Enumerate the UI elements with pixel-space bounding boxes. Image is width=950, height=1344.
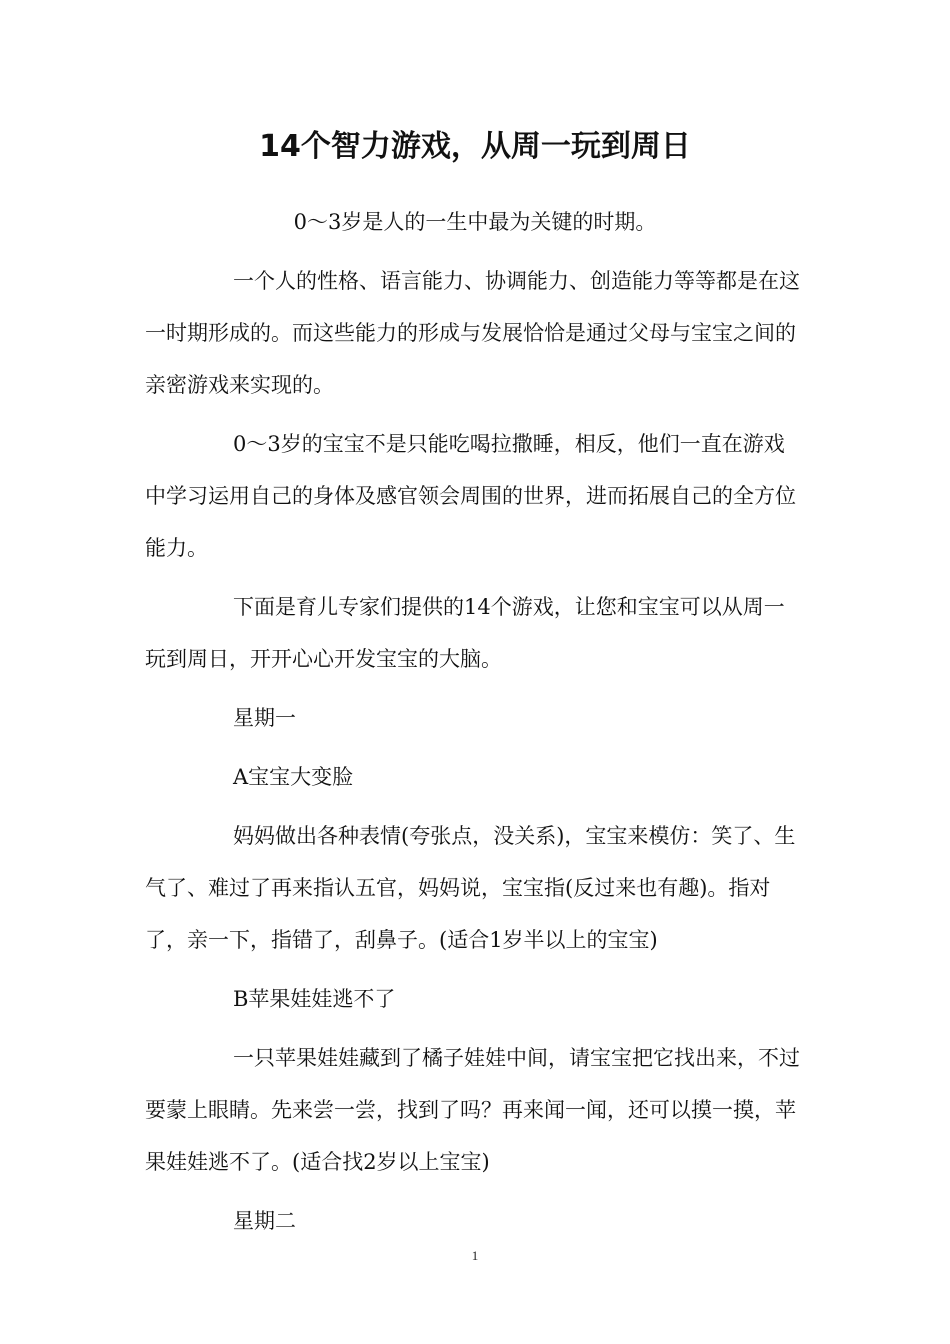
day-heading-monday: 星期一 <box>233 706 296 730</box>
paragraph-intro: 0～3岁是人的一生中最为关键的时期。 <box>293 210 657 234</box>
document-body <box>145 196 805 1254</box>
game-heading-b: B苹果娃娃逃不了 <box>233 987 396 1011</box>
paragraph: 下面是育儿专家们提供的14个游戏，让您和宝宝可以从周一玩到周日，开开心心开发宝宝的大脑。 <box>145 595 785 671</box>
page-number: 1 <box>471 1248 479 1263</box>
paragraph: 一只苹果娃娃藏到了橘子娃娃中间，请宝宝把它找出来，不过要蒙上眼睛。先来尝一尝，找到了吗？再来闻一闻，还可以摸一摸，苹果娃娃逃不了。(适合找2岁以上宝宝) <box>145 1046 800 1174</box>
paragraph: 0～3岁的宝宝不是只能吃喝拉撒睡，相反，他们一直在游戏中学习运用自己的身体及感官领会周围的世界，进而拓展自己的全方位能力。 <box>145 432 796 560</box>
paragraph: 妈妈做出各种表情(夸张点，没关系)，宝宝来模仿：笑了、生气了、难过了再来指认五官，妈妈说，宝宝指(反过来也有趣)。指对了，亲一下，指错了，刮鼻子。(适合1岁半以上的宝宝) <box>145 824 796 952</box>
document-title: 14个智力游戏，从周一玩到周日 <box>259 129 691 164</box>
game-heading-a: A宝宝大变脸 <box>233 765 354 789</box>
day-heading-tuesday: 星期二 <box>233 1209 296 1233</box>
paragraph: 一个人的性格、语言能力、协调能力、创造能力等等都是在这一时期形成的。而这些能力的形成与发展恰恰是通过父母与宝宝之间的亲密游戏来实现的。 <box>145 269 800 397</box>
